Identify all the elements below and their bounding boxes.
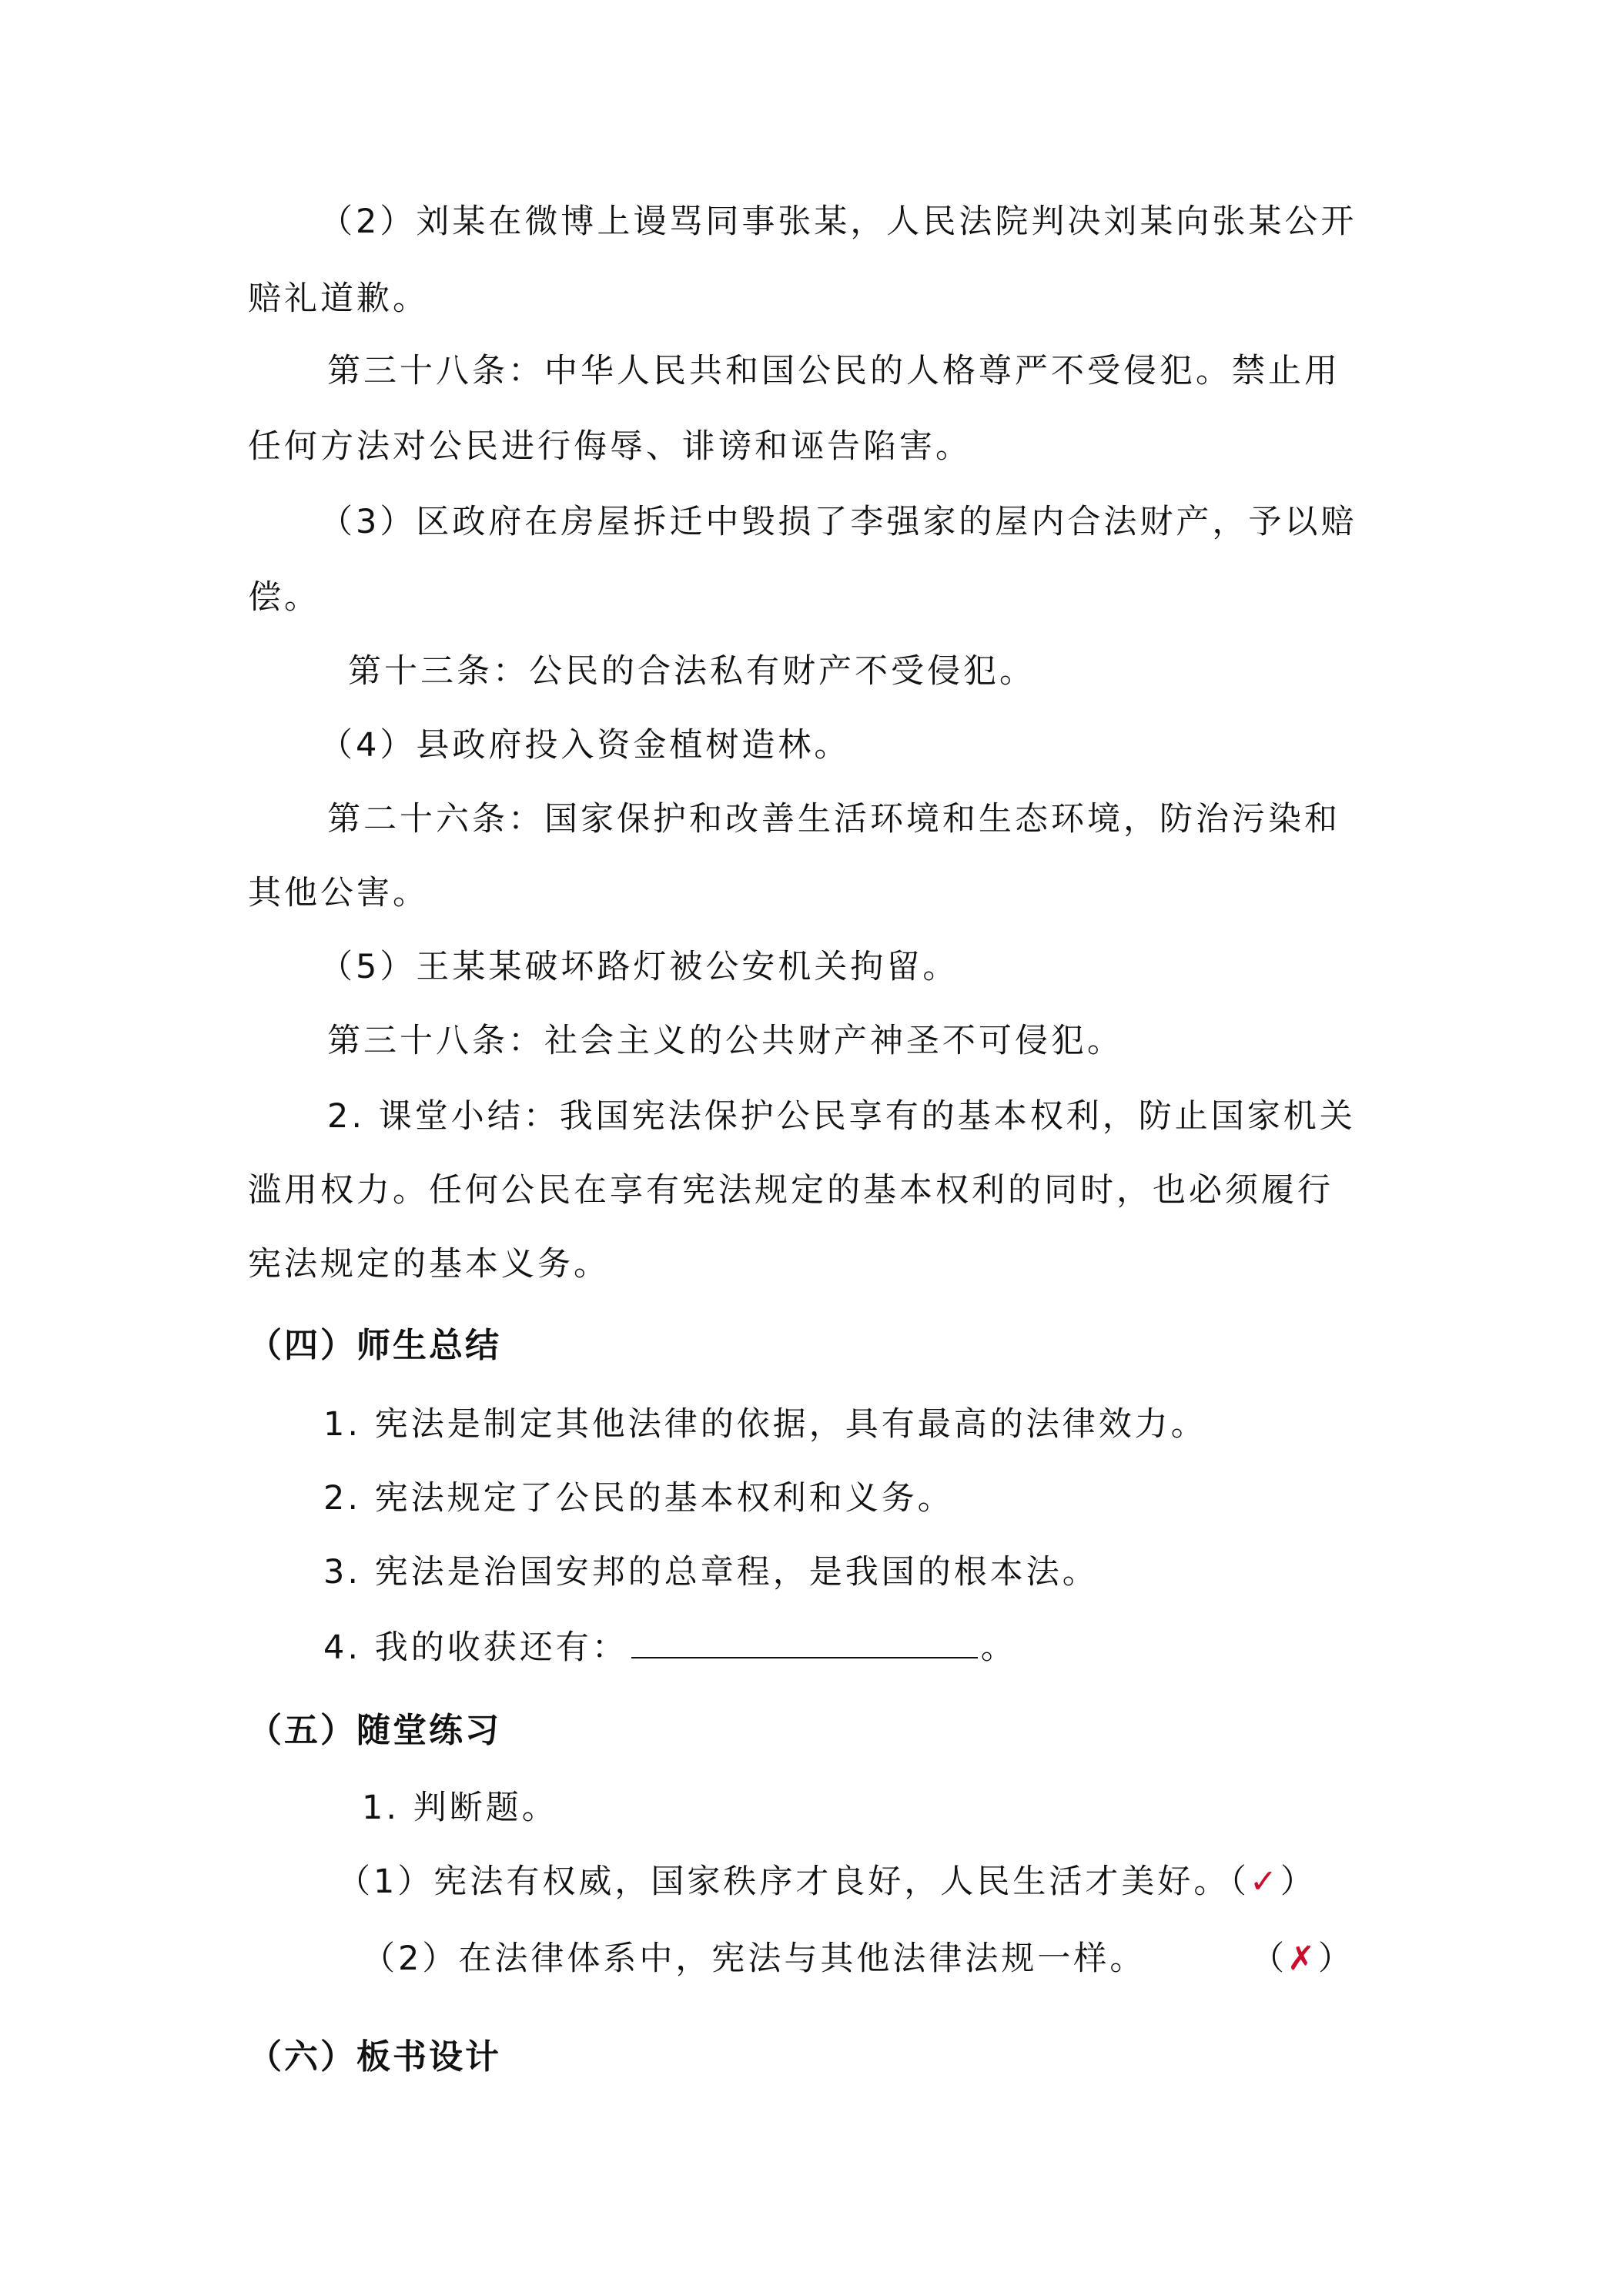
- judgement-item-2-answer: [1251, 1936, 1354, 1982]
- answer-blank: [631, 1626, 978, 1658]
- item-4-suffix: 。: [980, 1628, 1017, 1667]
- case-4-line-1: （4）县政府投入资金植树造林。: [320, 726, 851, 765]
- case-5-line-1: （5）王某某破坏路灯被公安机关拘留。: [320, 948, 959, 986]
- judgement-question-title: 1. 判断题。: [362, 1789, 558, 1827]
- section-4-item-3: 3. 宪法是治国安邦的总章程，是我国的根本法。: [323, 1553, 1099, 1591]
- case-4-article-line-1: 第二十六条：国家保护和改善生活环境和生态环境，防治污染和: [327, 800, 1340, 838]
- judgement-item-1: [337, 1859, 1317, 1905]
- case-2-line-2: 赔礼道歉。: [248, 279, 429, 318]
- section-4-item-1: 1. 宪法是制定其他法律的依据，具有最高的法律效力。: [323, 1405, 1207, 1444]
- case-3-line-2: 偿。: [248, 578, 320, 617]
- judgement-item-1-close: ）: [1280, 1863, 1317, 1901]
- summary-line-2: 滥用权力。任何公民在享有宪法规定的基本权利的同时，也必须履行: [248, 1171, 1334, 1210]
- check-mark-icon: ✓: [1249, 1863, 1280, 1901]
- section-4-heading: （四）师生总结: [248, 1326, 501, 1365]
- section-5-heading: （五）随堂练习: [248, 1711, 501, 1750]
- case-5-article: 第三十八条：社会主义的公共财产神圣不可侵犯。: [327, 1022, 1123, 1060]
- judgement-item-2: （2）在法律体系中，宪法与其他法律法规一样。: [362, 1940, 1146, 1978]
- judgement-item-2-open: （: [1251, 1940, 1287, 1978]
- judgement-item-1-text: （1）宪法有权威，国家秩序才良好，人民生活才美好。（: [337, 1863, 1250, 1901]
- case-3-article: 第十三条：公民的合法私有财产不受侵犯。: [348, 652, 1036, 691]
- section-4-item-4: [323, 1625, 1017, 1671]
- case-2-article-line-1: 第三十八条：中华人民共和国公民的人格尊严不受侵犯。禁止用: [327, 352, 1340, 390]
- cross-mark-icon: ✗: [1287, 1940, 1319, 1978]
- item-4-prefix: 4. 我的收获还有：: [323, 1628, 628, 1667]
- section-4-item-2: 2. 宪法规定了公民的基本权利和义务。: [323, 1479, 954, 1518]
- case-4-article-line-2: 其他公害。: [248, 874, 429, 912]
- judgement-item-2-close: ）: [1318, 1940, 1355, 1978]
- case-2-line-1: （2）刘某在微博上谩骂同事张某，人民法院判决刘某向张某公开: [320, 202, 1357, 241]
- summary-line-1: 2. 课堂小结：我国宪法保护公民享有的基本权利，防止国家机关: [327, 1097, 1356, 1136]
- case-2-article-line-2: 任何方法对公民进行侮辱、诽谤和诬告陷害。: [248, 427, 972, 466]
- summary-line-3: 宪法规定的基本义务。: [248, 1245, 610, 1284]
- section-6-heading: （六）板书设计: [248, 2037, 501, 2077]
- case-3-line-1: （3）区政府在房屋拆迁中毁损了李强家的屋内合法财产，予以赔: [320, 503, 1357, 541]
